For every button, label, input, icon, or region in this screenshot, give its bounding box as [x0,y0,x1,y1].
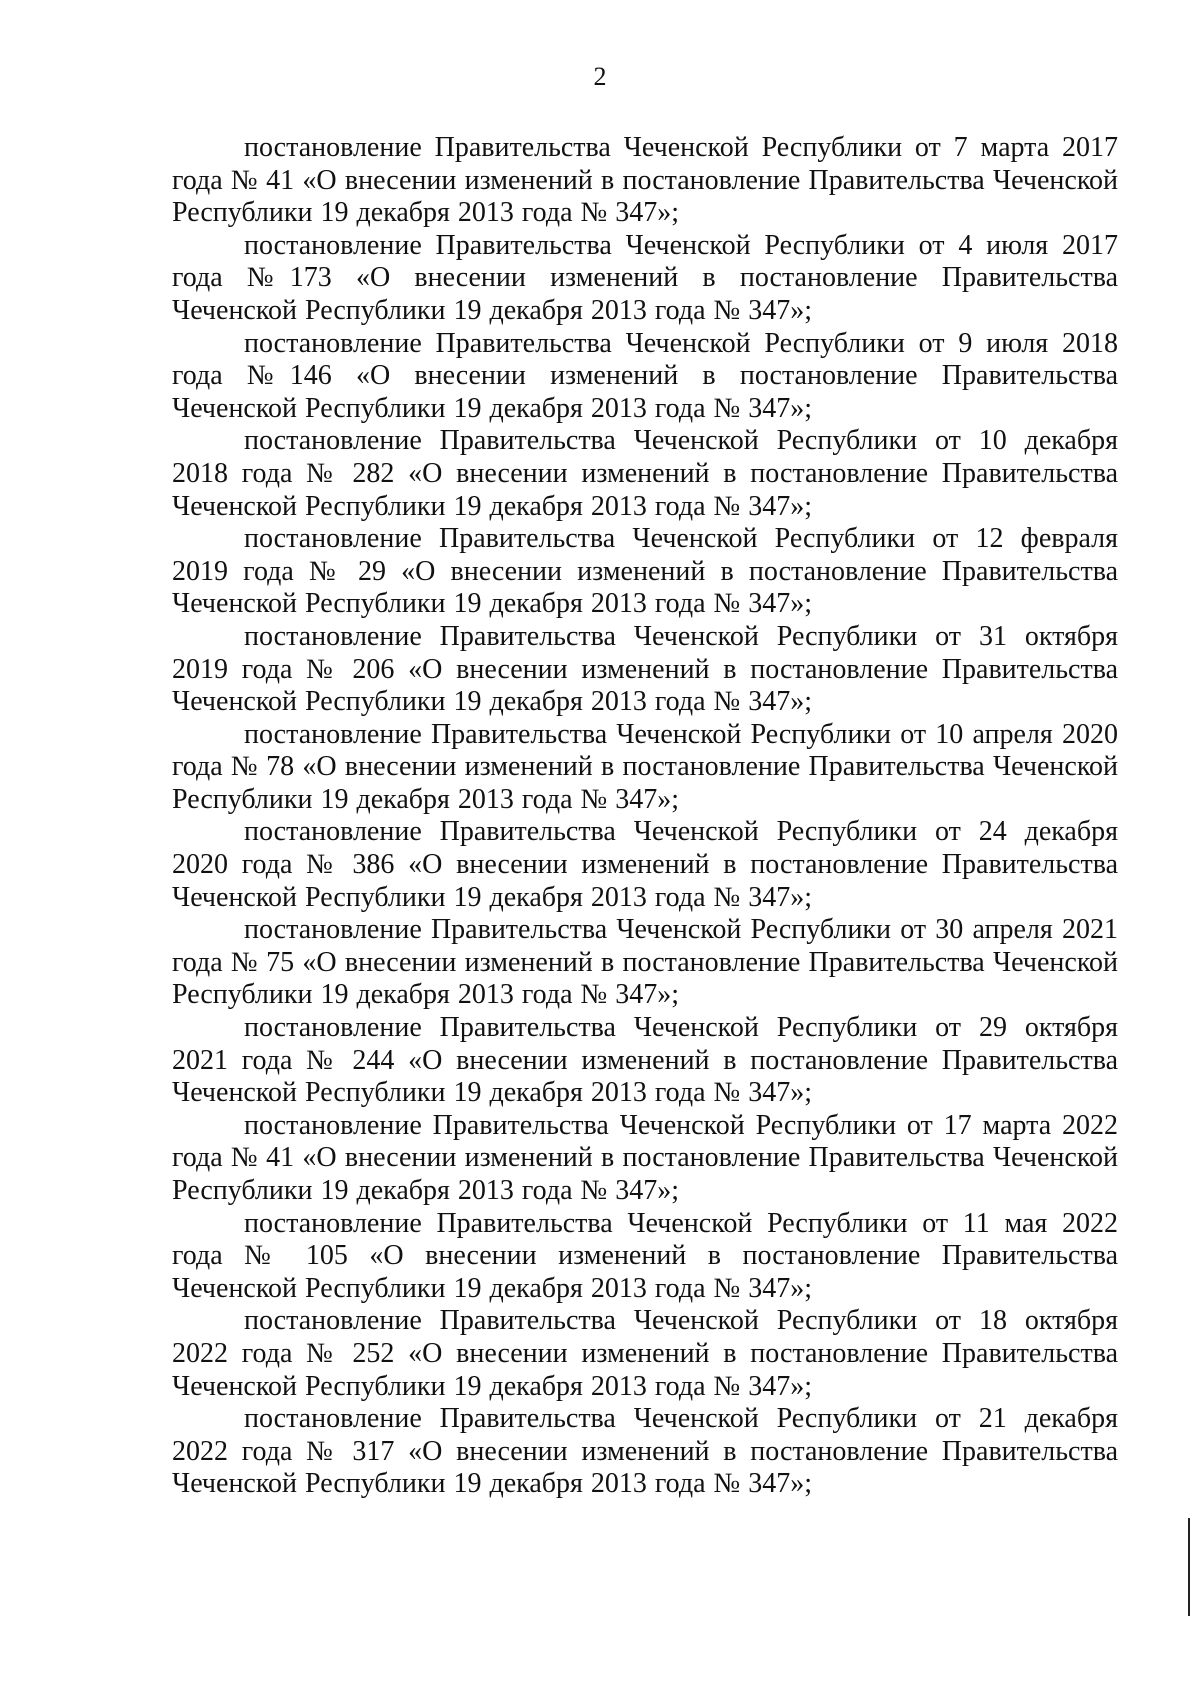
document-body [172,132,1118,1501]
list-item: постановление Правительства Чеченской Республики от 7 марта 2017 года № 41 «О внесении изменений в постановление Правительства Чеченской Республики 19 декабря 2013 года № 347»; [172,132,1118,229]
list-item: постановление Правительства Чеченской Республики от 17 марта 2022 года № 41 «О внесении изменений в постановление Правительства Чеченской Республики 19 декабря 2013 года № 347»; [172,1109,1118,1206]
list-item: постановление Правительства Чеченской Республики от 12 февраля 2019 года № 29 «О внесении изменений в постановление Правительства Чеченской Республики 19 декабря 2013 года № 347»; [172,523,1118,620]
list-item: постановление Правительства Чеченской Республики от 30 апреля 2021 года № 75 «О внесении изменений в постановление Правительства Чеченской Республики 19 декабря 2013 года № 347»; [172,914,1118,1011]
list-item: постановление Правительства Чеченской Республики от 4 июля 2017 года №173 «О внесении изменений в постановление Правительства Чеченской Республики 19 декабря 2013 года № 347»; [172,229,1118,326]
scan-edge-mark [1188,1518,1190,1616]
list-item: постановление Правительства Чеченской Республики от 29 октября 2021 года № 244 «О внесении изменений в постановление Правительства Чеченской Республики 19 декабря 2013 года № 347»; [172,1012,1118,1109]
list-item: постановление Правительства Чеченской Республики от 24 декабря 2020 года № 386 «О внесении изменений в постановление Правительства Чеченской Республики 19 декабря 2013 года № 347»; [172,816,1118,913]
page-number: 2 [593,62,607,91]
list-item: постановление Правительства Чеченской Республики от 31 октября 2019 года № 206 «О внесении изменений в постановление Правительства Чеченской Республики 19 декабря 2013 года № 347»; [172,620,1118,718]
list-item: постановление Правительства Чеченской Республики от 10 апреля 2020 года № 78 «О внесении изменений в постановление Правительства Чеченской Республики 19 декабря 2013 года № 347»; [172,718,1118,815]
list-item: постановление Правительства Чеченской Республики от 11 мая 2022 года № 105 «О внесении изменений в постановление Правительства Чеченской Республики 19 декабря 2013 года № 347»; [172,1207,1118,1304]
list-item: постановление Правительства Чеченской Республики от 9 июля 2018 года №146 «О внесении изменений в постановление Правительства Чеченской Республики 19 декабря 2013 года № 347»; [172,327,1118,424]
list-item: постановление Правительства Чеченской Республики от 21 декабря 2022 года № 317 «О внесении изменений в постановление Правительства Чеченской Республики 19 декабря 2013 года № 347»; [172,1403,1118,1500]
list-item: постановление Правительства Чеченской Республики от 18 октября 2022 года № 252 «О внесении изменений в постановление Правительства Чеченской Республики 19 декабря 2013 года № 347»; [172,1305,1118,1402]
list-item: постановление Правительства Чеченской Республики от 10 декабря 2018 года № 282 «О внесении изменений в постановление Правительства Чеченской Республики 19 декабря 2013 года № 347»; [172,425,1118,522]
